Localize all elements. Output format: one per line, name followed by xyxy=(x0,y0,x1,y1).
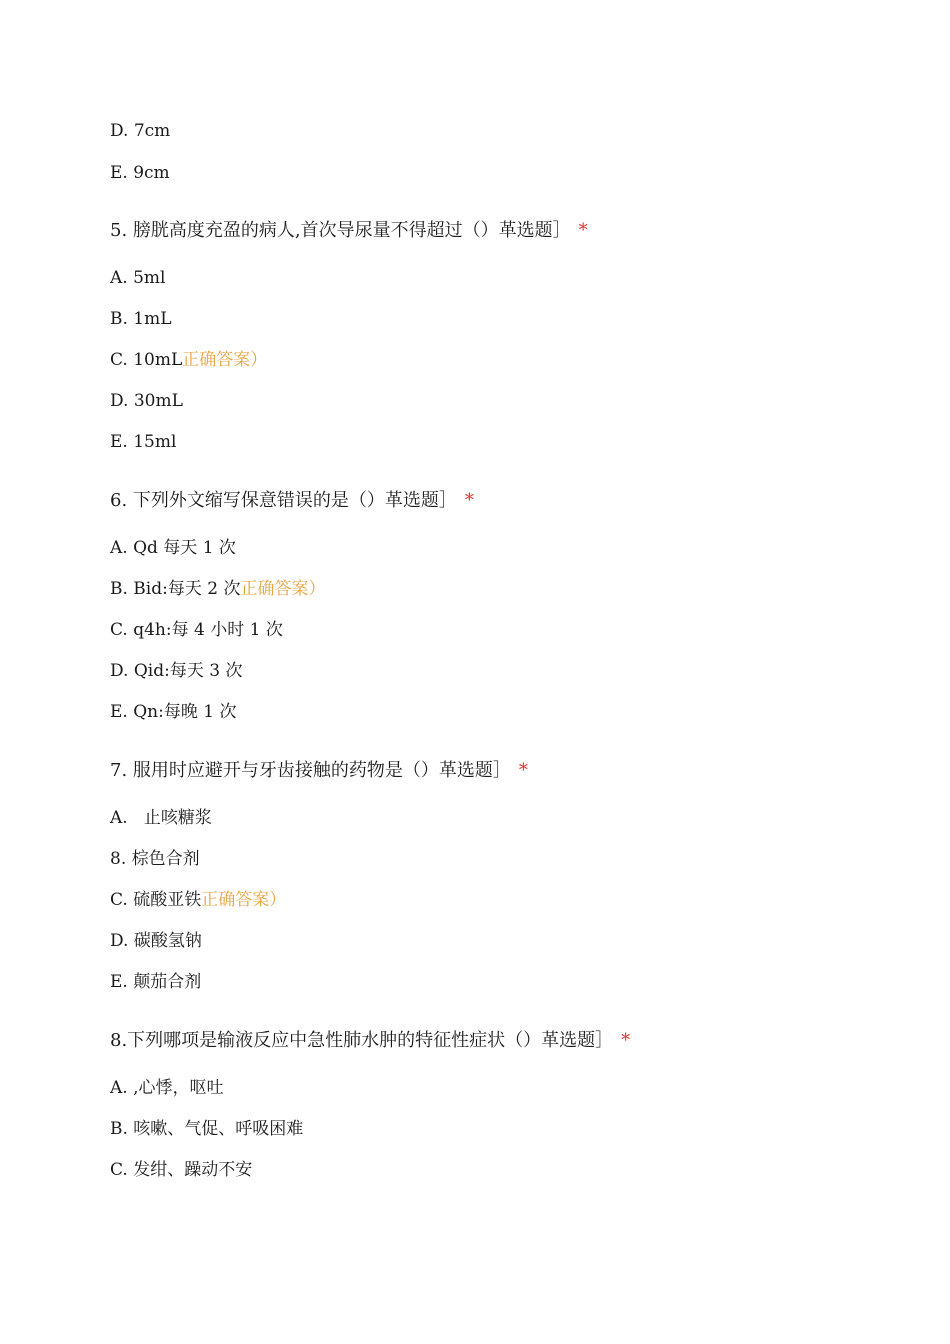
required-asterisk-icon: * xyxy=(578,220,588,241)
answer-option[interactable] xyxy=(110,1118,303,1140)
option-text: E. 颠茄合剂 xyxy=(110,972,202,992)
option-text: 8. 棕色合剂 xyxy=(110,849,200,869)
answer-option[interactable] xyxy=(110,308,172,330)
question-title xyxy=(110,490,474,512)
option-text: E. 9cm xyxy=(110,163,170,183)
option-text: E. Qn:每晚 1 次 xyxy=(110,702,237,722)
answer-option[interactable] xyxy=(110,162,170,184)
option-text: C. 10mL xyxy=(110,350,183,370)
answer-option[interactable] xyxy=(110,701,236,723)
answer-option[interactable] xyxy=(110,660,242,682)
question-title xyxy=(110,220,588,242)
answer-option[interactable] xyxy=(110,1159,252,1181)
answer-option[interactable] xyxy=(110,930,202,952)
option-text: C. 硫酸亚铁 xyxy=(110,890,202,910)
option-text: A. ,心悸，呕吐 xyxy=(110,1078,224,1098)
required-asterisk-icon: * xyxy=(518,760,528,781)
question-text: 5. 膀胱高度充盈的病人,首次导尿量不得超过（）革选题］ xyxy=(110,220,571,241)
option-text: D. Qid:每天 3 次 xyxy=(110,661,243,681)
answer-option[interactable] xyxy=(110,267,165,289)
correct-answer-label: 正确答案） xyxy=(182,350,268,370)
question-title xyxy=(110,760,528,782)
option-text: C. 发绀、躁动不安 xyxy=(110,1160,253,1180)
option-text: D. 30mL xyxy=(110,391,183,411)
correct-answer-label: 正确答案） xyxy=(240,579,326,599)
answer-option[interactable] xyxy=(110,619,283,641)
required-asterisk-icon: * xyxy=(621,1030,631,1051)
answer-option[interactable] xyxy=(110,848,200,870)
option-text: B. 1mL xyxy=(110,309,172,329)
answer-option[interactable] xyxy=(110,537,236,559)
answer-option[interactable] xyxy=(110,889,286,911)
option-text: A. Qd 每天 1 次 xyxy=(110,538,236,558)
answer-option[interactable] xyxy=(110,349,267,371)
answer-option[interactable] xyxy=(110,431,176,453)
answer-option[interactable] xyxy=(110,578,325,600)
option-text: A. 止咳糖浆 xyxy=(110,808,212,828)
question-text: 7. 服用时应避开与牙齿接触的药物是（）革选题］ xyxy=(110,760,511,781)
answer-option[interactable] xyxy=(110,1077,224,1099)
option-text: D. 碳酸氢钠 xyxy=(110,931,202,951)
option-text: B. Bid:每天 2 次 xyxy=(110,579,241,599)
option-text: C. q4h:每 4 小时 1 次 xyxy=(110,620,283,640)
correct-answer-label: 正确答案） xyxy=(201,890,287,910)
option-text: A. 5ml xyxy=(110,268,166,288)
required-asterisk-icon: * xyxy=(464,490,474,511)
answer-option[interactable] xyxy=(110,807,212,829)
answer-option[interactable] xyxy=(110,971,201,993)
question-text: 6. 下列外文缩写保意错误的是（）革选题］ xyxy=(110,490,457,511)
option-text: D. 7cm xyxy=(110,121,171,141)
option-text: E. 15ml xyxy=(110,432,177,452)
answer-option[interactable] xyxy=(110,120,170,142)
question-title xyxy=(110,1030,630,1052)
answer-option[interactable] xyxy=(110,390,183,412)
question-text: 8.下列哪项是输液反应中急性肺水肿的特征性症状（）革选题］ xyxy=(110,1030,614,1051)
option-text: B. 咳嗽、气促、呼吸困难 xyxy=(110,1119,304,1139)
